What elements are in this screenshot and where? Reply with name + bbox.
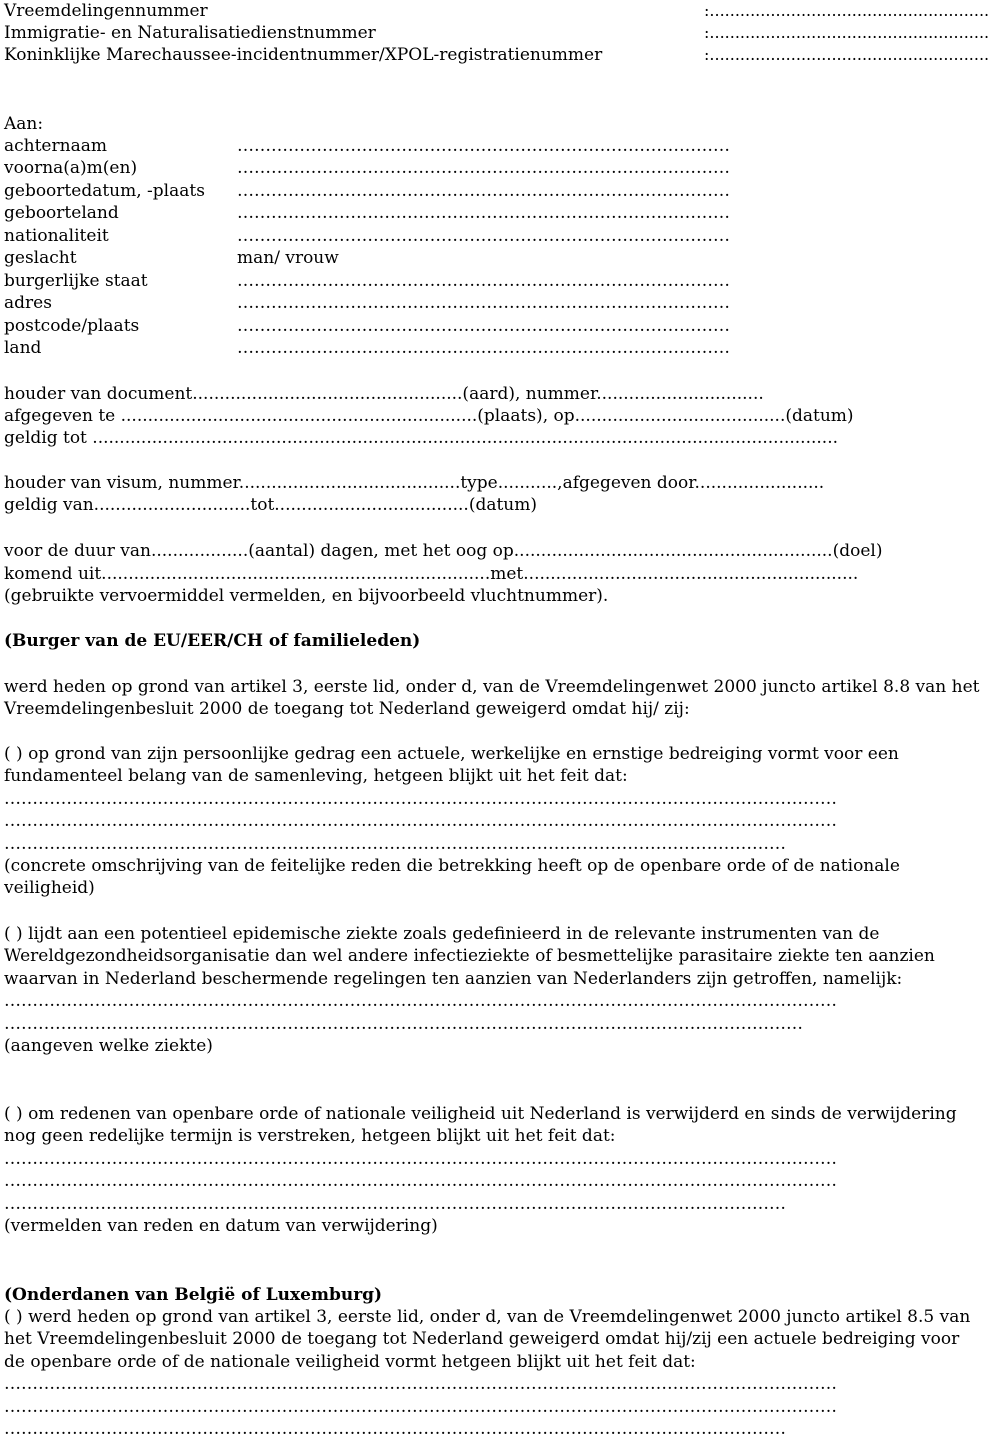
reason2-text-line: Wereldgezondheidsorganisatie dan wel andere infectieziekte of besmettelijke parasitaire ziekte ten aanzien (4, 946, 935, 966)
field-geboortedatum[interactable]: …………………………………………………………………………… (237, 181, 730, 201)
reason3-note-line: (vermelden van reden en datum van verwijdering) (4, 1216, 438, 1236)
field-voornamen[interactable]: …………………………………………………………………………… (237, 158, 730, 178)
form-page (4, 0, 990, 1446)
label-adres: adres (4, 293, 52, 313)
label-geslacht: geslacht (4, 248, 77, 268)
field-burgerlijke-staat[interactable]: …………………………………………………………………………… (237, 271, 730, 291)
reason3-dots-line[interactable]: ………………………………………………………………………………………………………………………………… (4, 1149, 837, 1169)
label-voornamen: voorna(a)m(en) (4, 158, 138, 178)
travel-line-note: (gebruikte vervoermiddel vermelden, en bijvoorbeeld vluchtnummer). (4, 586, 609, 606)
header-label-kmar-nummer: Koninklijke Marechaussee-incidentnummer/XPOL-registratienummer (4, 45, 603, 65)
reason3-dots-line[interactable]: ………………………………………………………………………………………………………………………………… (4, 1171, 837, 1191)
reason2-text-line: waarvan in Nederland beschermende regelingen ten aanzien van Nederlanders zijn getroffen, namelijk: (4, 969, 903, 989)
travel-line-origin[interactable]: komend uit........................................................................met.............................................................. (4, 564, 859, 584)
document-line-valid[interactable]: geldig tot .......................................................................................................................................... (4, 428, 839, 448)
reason3-checkbox-line[interactable]: ( ) om redenen van openbare orde of nationale veiligheid uit Nederland is verwijderd en sinds de verwijdering (4, 1104, 957, 1124)
section-be-dots-line[interactable]: ………………………………………………………………………………………………………………………………… (4, 1397, 837, 1417)
label-achternaam: achternaam (4, 136, 107, 156)
reason2-checkbox-line[interactable]: ( ) lijdt aan een potentieel epidemische ziekte zoals gedefinieerd in de relevante instrumenten van de (4, 924, 880, 944)
section-be-text-line: de openbare orde of de nationale veiligheid vormt hetgeen blijkt uit het feit dat: (4, 1352, 696, 1372)
field-geslacht[interactable]: man/ vrouw (237, 248, 339, 268)
visa-line-valid[interactable]: geldig van.............................tot....................................(datum) (4, 495, 538, 515)
reason1-text-line: fundamenteel belang van de samenleving, hetgeen blijkt uit het feit dat: (4, 766, 628, 786)
section-be-heading: (Onderdanen van België of Luxemburg) (4, 1285, 383, 1305)
reason1-note-line: (concrete omschrijving van de feitelijke reden die betrekking heeft op de openbare orde of de nationale (4, 856, 900, 876)
label-burgerlijke-staat: burgerlijke staat (4, 271, 148, 291)
section-eu-intro-line: Vreemdelingenbesluit 2000 de toegang tot Nederland geweigerd omdat hij/ zij: (4, 699, 690, 719)
section-eu-heading: (Burger van de EU/EER/CH of familieleden) (4, 631, 421, 651)
reason2-note-line: (aangeven welke ziekte) (4, 1036, 213, 1056)
reason1-note-line: veiligheid) (4, 878, 95, 898)
reason2-dots-line[interactable]: ………………………………………………………………………………………………………………………………… (4, 991, 837, 1011)
reason3-dots-line[interactable]: ………………………………………………………………………………………………………………………… (4, 1194, 786, 1214)
header-label-ind-nummer: Immigratie- en Naturalisatiedienstnummer (4, 23, 376, 43)
section-eu-intro-line: werd heden op grond van artikel 3, eerste lid, onder d, van de Vreemdelingenwet 2000 juncto artikel 8.8 van het (4, 677, 980, 697)
header-field-ind-nummer[interactable]: :....................................................... (704, 23, 990, 42)
reason1-dots-line[interactable]: ………………………………………………………………………………………………………………………………… (4, 789, 837, 809)
label-land: land (4, 338, 42, 358)
label-nationaliteit: nationaliteit (4, 226, 109, 246)
field-geboorteland[interactable]: …………………………………………………………………………… (237, 203, 730, 223)
reason1-checkbox-line[interactable]: ( ) op grond van zijn persoonlijke gedrag een actuele, werkelijke en ernstige bedreiging vormt voor een (4, 744, 899, 764)
section-be-text-line: het Vreemdelingenbesluit 2000 de toegang tot Nederland geweigerd omdat hij/zij een actuele bedreiging voor (4, 1329, 960, 1349)
label-geboortedatum: geboortedatum, -plaats (4, 181, 205, 201)
section-be-checkbox-line[interactable]: ( ) werd heden op grond van artikel 3, eerste lid, onder d, van de Vreemdelingenwet 2000 juncto artikel 8.5 van (4, 1307, 971, 1327)
header-field-kmar-nummer[interactable]: :....................................................... (704, 45, 990, 64)
reason1-dots-line[interactable]: ………………………………………………………………………………………………………………………… (4, 834, 786, 854)
field-achternaam[interactable]: …………………………………………………………………………… (237, 136, 730, 156)
recipient-heading: Aan: (4, 114, 44, 134)
field-nationaliteit[interactable]: …………………………………………………………………………… (237, 226, 730, 246)
visa-line-holder[interactable]: houder van visum, nummer.........................................type...........,afgegeven door........................ (4, 473, 825, 493)
section-be-dots-line[interactable]: ………………………………………………………………………………………………………………………… (4, 1419, 786, 1439)
field-postcode-plaats[interactable]: …………………………………………………………………………… (237, 316, 730, 336)
header-label-vreemdelingennummer: Vreemdelingennummer (4, 1, 208, 21)
reason3-text-line: nog geen redelijke termijn is verstreken, hetgeen blijkt uit het feit dat: (4, 1126, 616, 1146)
field-land[interactable]: …………………………………………………………………………… (237, 338, 730, 358)
label-geboorteland: geboorteland (4, 203, 119, 223)
field-adres[interactable]: …………………………………………………………………………… (237, 293, 730, 313)
reason1-dots-line[interactable]: ………………………………………………………………………………………………………………………………… (4, 811, 837, 831)
document-line-issued[interactable]: afgegeven te ..................................................................(plaats), op.......................................(datum) (4, 406, 854, 426)
label-postcode-plaats: postcode/plaats (4, 316, 140, 336)
reason2-dots-line[interactable]: …………………………………………………………………………………………………………………………… (4, 1014, 803, 1034)
travel-line-duration[interactable]: voor de duur van..................(aantal) dagen, met het oog op...........................................................(doel) (4, 541, 883, 561)
header-field-vreemdelingennummer[interactable]: :....................................................... (704, 1, 990, 20)
section-be-dots-line[interactable]: ………………………………………………………………………………………………………………………………… (4, 1374, 837, 1394)
document-line-holder[interactable]: houder van document..................................................(aard), nummer............................... (4, 384, 764, 404)
